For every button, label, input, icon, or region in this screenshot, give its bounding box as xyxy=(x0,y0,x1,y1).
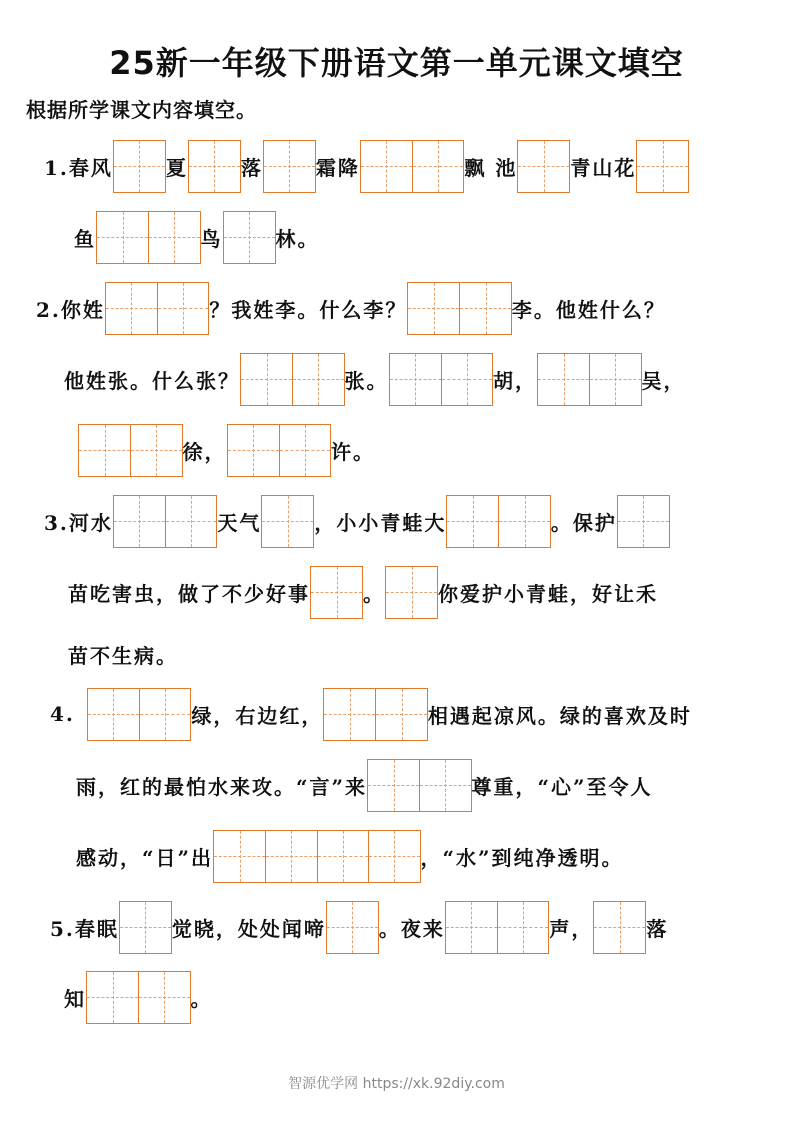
writing-grid-cell[interactable] xyxy=(86,971,139,1024)
text: 觉晓，处处闻啼 xyxy=(171,916,326,941)
text: 。 xyxy=(363,581,385,606)
writing-grid-cell[interactable] xyxy=(78,424,131,477)
writing-grid-cell[interactable] xyxy=(140,688,192,741)
q4-line-1 xyxy=(50,686,692,742)
text: 他姓张。什么张？ xyxy=(64,368,240,393)
blank-2[interactable] xyxy=(78,424,183,477)
writing-grid-cell[interactable] xyxy=(326,901,379,954)
text: 徐， xyxy=(182,439,227,464)
text: 落 xyxy=(240,155,263,180)
writing-grid-cell[interactable] xyxy=(407,282,460,335)
writing-grid-cell[interactable] xyxy=(376,688,428,741)
writing-grid-cell[interactable] xyxy=(442,353,494,406)
q2-line-2 xyxy=(64,351,686,407)
text: 鱼 xyxy=(74,226,96,251)
writing-grid-cell[interactable] xyxy=(323,688,376,741)
writing-grid-cell[interactable] xyxy=(261,495,314,548)
blank-1[interactable] xyxy=(636,140,689,193)
writing-grid-cell[interactable] xyxy=(227,424,280,477)
writing-grid-cell[interactable] xyxy=(318,830,370,883)
blank-1[interactable] xyxy=(617,495,670,548)
text: 声， xyxy=(549,916,594,941)
blank-2[interactable] xyxy=(407,282,512,335)
text: 。夜来 xyxy=(378,916,445,941)
blank-1[interactable] xyxy=(261,495,314,548)
writing-grid-cell[interactable] xyxy=(280,424,332,477)
text: ？我姓李。什么李？ xyxy=(209,297,408,322)
writing-grid-cell[interactable] xyxy=(367,759,420,812)
text: ，小小青蛙大 xyxy=(314,510,447,535)
text: 绿，右边红， xyxy=(191,703,324,728)
writing-grid-cell[interactable] xyxy=(293,353,345,406)
writing-grid-cell[interactable] xyxy=(87,688,140,741)
text: 。保护 xyxy=(550,510,617,535)
text: 李。他姓什么？ xyxy=(511,297,666,322)
text: 青山花 xyxy=(570,155,637,180)
blank-1[interactable] xyxy=(223,211,276,264)
text: 2.你姓 xyxy=(36,297,105,322)
writing-grid-cell[interactable] xyxy=(360,140,413,193)
text: 尊重，“心”至令人 xyxy=(471,774,653,799)
writing-grid-cell[interactable] xyxy=(131,424,183,477)
writing-grid-cell[interactable] xyxy=(617,495,670,548)
text: 5.春眠 xyxy=(50,916,119,941)
text: 苗吃害虫，做了不少好事 xyxy=(68,581,310,606)
text: 4. xyxy=(50,702,75,726)
q2-line-3 xyxy=(78,422,375,478)
writing-grid-cell[interactable] xyxy=(223,211,276,264)
blank-1[interactable] xyxy=(113,140,166,193)
writing-grid-cell[interactable] xyxy=(537,353,590,406)
writing-grid-cell[interactable] xyxy=(413,140,465,193)
q4-line-3 xyxy=(76,828,624,884)
text: 知 xyxy=(64,986,86,1011)
text: 天气 xyxy=(217,510,262,535)
blank-1[interactable] xyxy=(263,140,316,193)
q5-line-2 xyxy=(64,969,213,1025)
writing-grid-cell[interactable] xyxy=(105,282,158,335)
writing-grid-cell[interactable] xyxy=(166,495,218,548)
q2-line-1 xyxy=(36,280,666,336)
writing-grid-cell[interactable] xyxy=(498,901,550,954)
blank-2[interactable] xyxy=(367,759,472,812)
text: 飘 池 xyxy=(464,155,518,180)
blank-2[interactable] xyxy=(113,495,218,548)
blank-1[interactable] xyxy=(593,901,646,954)
text: 张。 xyxy=(344,368,389,393)
writing-grid-cell[interactable] xyxy=(158,282,210,335)
blank-1[interactable] xyxy=(385,566,438,619)
text: 落 xyxy=(646,916,669,941)
writing-grid-cell[interactable] xyxy=(310,566,363,619)
writing-grid-cell[interactable] xyxy=(188,140,241,193)
writing-grid-cell[interactable] xyxy=(266,830,318,883)
writing-grid-cell[interactable] xyxy=(420,759,472,812)
text: 你爱护小青蛙，好让禾 xyxy=(438,581,658,606)
blank-2[interactable] xyxy=(96,211,201,264)
writing-grid-cell[interactable] xyxy=(389,353,442,406)
text: 鸟 xyxy=(200,226,223,251)
footer-watermark: 智源优学网 https://xk.92diy.com xyxy=(288,1076,505,1092)
blank-2[interactable] xyxy=(446,495,551,548)
writing-grid-cell[interactable] xyxy=(499,495,551,548)
q1-line-2 xyxy=(74,209,320,265)
q3-line-3 xyxy=(68,626,178,682)
writing-grid-cell[interactable] xyxy=(385,566,438,619)
writing-grid-cell[interactable] xyxy=(139,971,191,1024)
writing-grid-cell[interactable] xyxy=(96,211,149,264)
blank-2[interactable] xyxy=(445,901,550,954)
text: 林。 xyxy=(275,226,320,251)
page-title: 25新一年级下册语文第一单元课文填空 xyxy=(109,44,684,82)
blank-2[interactable] xyxy=(240,353,345,406)
q5-line-1 xyxy=(50,899,668,955)
writing-grid-cell[interactable] xyxy=(119,901,172,954)
writing-grid-cell[interactable] xyxy=(113,495,166,548)
writing-grid-cell[interactable] xyxy=(213,830,266,883)
text: 苗不生病。 xyxy=(68,643,178,668)
writing-grid-cell[interactable] xyxy=(460,282,512,335)
text: 1.春风 xyxy=(44,155,113,180)
blank-1[interactable] xyxy=(310,566,363,619)
text: 相遇起凉风。绿的喜欢及时 xyxy=(427,703,692,728)
text: ，“水”到纯净透明。 xyxy=(420,845,624,870)
q4-line-2 xyxy=(76,757,653,813)
blank-2[interactable] xyxy=(323,688,428,741)
blank-4[interactable] xyxy=(213,830,421,883)
text: 感动，“日”出 xyxy=(76,845,214,870)
writing-grid-cell[interactable] xyxy=(590,353,642,406)
blank-1[interactable] xyxy=(188,140,241,193)
instruction: 根据所学课文内容填空。 xyxy=(26,98,257,122)
writing-grid-cell[interactable] xyxy=(240,353,293,406)
blank-2[interactable] xyxy=(389,353,494,406)
q1-line-1 xyxy=(44,138,689,194)
blank-2[interactable] xyxy=(87,688,192,741)
text: 霜降 xyxy=(315,155,360,180)
blank-1[interactable] xyxy=(517,140,570,193)
text: 3.河水 xyxy=(44,510,113,535)
writing-grid-cell[interactable] xyxy=(263,140,316,193)
writing-grid-cell[interactable] xyxy=(446,495,499,548)
text: 吴， xyxy=(641,368,686,393)
writing-grid-cell[interactable] xyxy=(593,901,646,954)
writing-grid-cell[interactable] xyxy=(517,140,570,193)
blank-2[interactable] xyxy=(537,353,642,406)
blank-2[interactable] xyxy=(227,424,332,477)
blank-2[interactable] xyxy=(86,971,191,1024)
blank-1[interactable] xyxy=(326,901,379,954)
writing-grid-cell[interactable] xyxy=(113,140,166,193)
blank-2[interactable] xyxy=(105,282,210,335)
writing-grid-cell[interactable] xyxy=(445,901,498,954)
q3-line-1 xyxy=(44,493,670,549)
text: 雨，红的最怕水来攻。“言”来 xyxy=(76,774,368,799)
writing-grid-cell[interactable] xyxy=(369,830,421,883)
writing-grid-cell[interactable] xyxy=(149,211,201,264)
q3-line-2 xyxy=(68,564,658,620)
text: 。 xyxy=(190,986,213,1011)
text: 夏 xyxy=(165,155,188,180)
blank-2[interactable] xyxy=(360,140,465,193)
writing-grid-cell[interactable] xyxy=(636,140,689,193)
text: 胡， xyxy=(493,368,537,393)
text: 许。 xyxy=(331,439,375,464)
blank-1[interactable] xyxy=(119,901,172,954)
